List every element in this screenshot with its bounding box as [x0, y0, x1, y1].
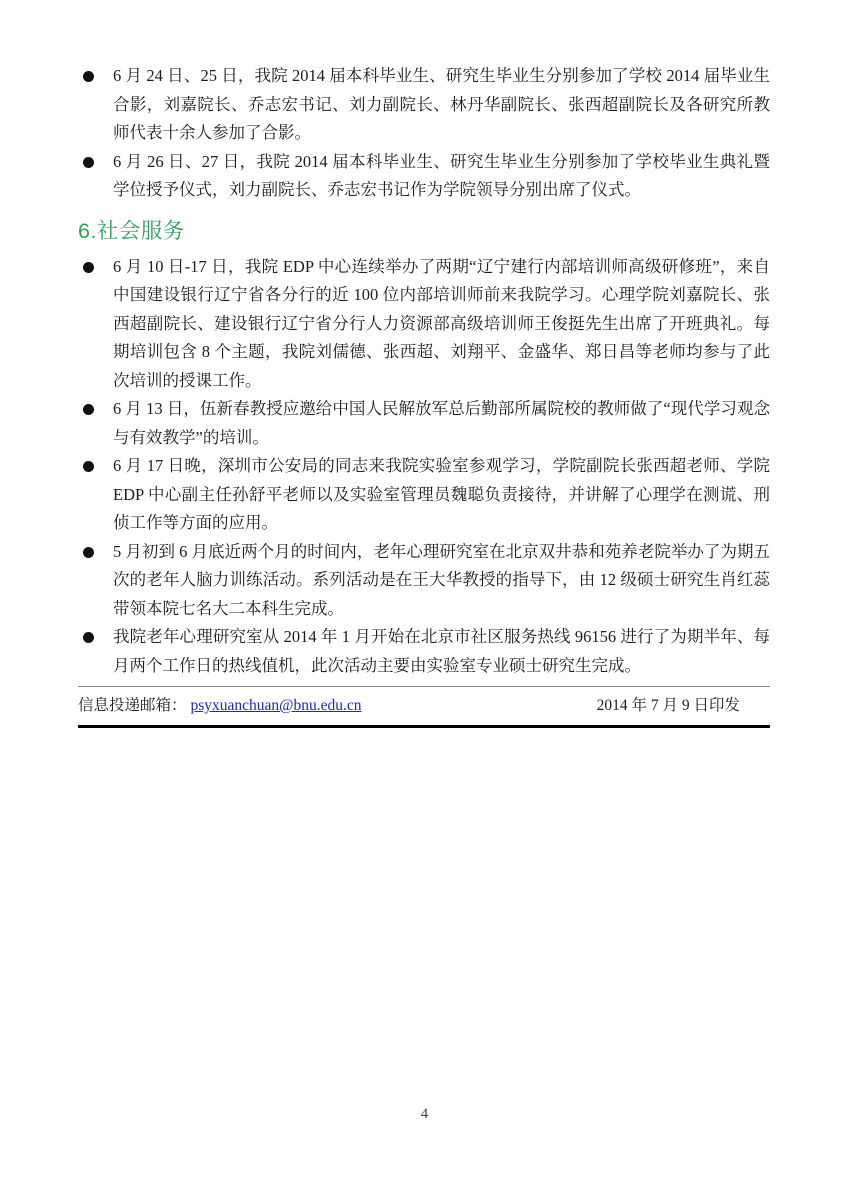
list-item — [78, 538, 770, 624]
bullet-icon — [83, 262, 94, 273]
bullet-text: 5 月初到 6 月底近两个月的时间内，老年心理研究室在北京双井恭和苑养老院举办了为期五次的老年人脑力训练活动。系列活动是在王大华教授的指导下，由 12 级硕士研究生肖红蕊带领本院七名大二本科生完成。 — [113, 541, 770, 618]
list-item — [78, 395, 770, 452]
document-content — [78, 62, 770, 680]
footer-email-label: 信息投递邮箱： — [78, 697, 187, 714]
bullet-text: 6 月 13 日，伍新春教授应邀给中国人民解放军总后勤部所属院校的教师做了“现代学习观念与有效教学”的培训。 — [113, 399, 770, 447]
bullet-text: 6 月 10 日-17 日，我院 EDP 中心连续举办了两期“辽宁建行内部培训师高级研修班”，来自中国建设银行辽宁省各分行的近 100 位内部培训师前来我院学习。心理学院刘嘉院长、张西超副院长、建设银行辽宁省分行人力资源部高级培训师王俊挺先生出席了开班典礼。每期培训包含 8 个主题，我院刘儒德、张西超、刘翔平、金盛华、郑日昌等老师均参与了此次培训的授课工作。 — [113, 256, 770, 390]
email-link[interactable]: psyxuanchuan@bnu.edu.cn — [190, 697, 362, 714]
bullet-icon — [83, 461, 94, 472]
page-footer — [78, 686, 770, 728]
bullet-icon — [83, 632, 94, 643]
bullet-icon — [83, 404, 94, 415]
bullet-icon — [83, 547, 94, 558]
page-number: 4 — [420, 1106, 429, 1122]
bullet-icon — [83, 157, 94, 168]
list-item — [78, 623, 770, 680]
footer-row — [78, 687, 770, 725]
bullet-text: 6 月 17 日晚，深圳市公安局的同志来我院实验室参观学习，学院副院长张西超老师、学院 EDP 中心副主任孙舒平老师以及实验室管理员魏聪负责接待，并讲解了心理学在测谎、刑侦工作等方面的应用。 — [113, 456, 770, 532]
section-heading-social-service: 6.社会服务 — [78, 218, 185, 243]
list-item — [78, 253, 770, 396]
divider-thick — [78, 725, 770, 728]
list-item — [78, 452, 770, 538]
graduation-events-list — [78, 62, 770, 205]
bullet-text: 6 月 26 日、27 日，我院 2014 届本科毕业生、研究生毕业生分别参加了学校毕业生典礼暨学位授予仪式，刘力副院长、乔志宏书记作为学院领导分别出席了仪式。 — [113, 151, 770, 199]
list-item — [78, 62, 770, 148]
bullet-text: 6 月 24 日、25 日，我院 2014 届本科毕业生、研究生毕业生分别参加了学校 2014 届毕业生合影，刘嘉院长、乔志宏书记、刘力副院长、林丹华副院长、张西超副院长及各研究所教师代表十余人参加了合影。 — [113, 66, 770, 142]
bullet-icon — [83, 71, 94, 82]
bullet-text: 我院老年心理研究室从 2014 年 1 月开始在北京市社区服务热线 96156 进行了为期半年、每月两个工作日的热线值机，此次活动主要由实验室专业硕士研究生完成。 — [113, 627, 770, 675]
list-item — [78, 148, 770, 205]
social-service-events-list — [78, 253, 770, 681]
footer-print-date: 2014 年 7 月 9 日印发 — [596, 697, 740, 714]
